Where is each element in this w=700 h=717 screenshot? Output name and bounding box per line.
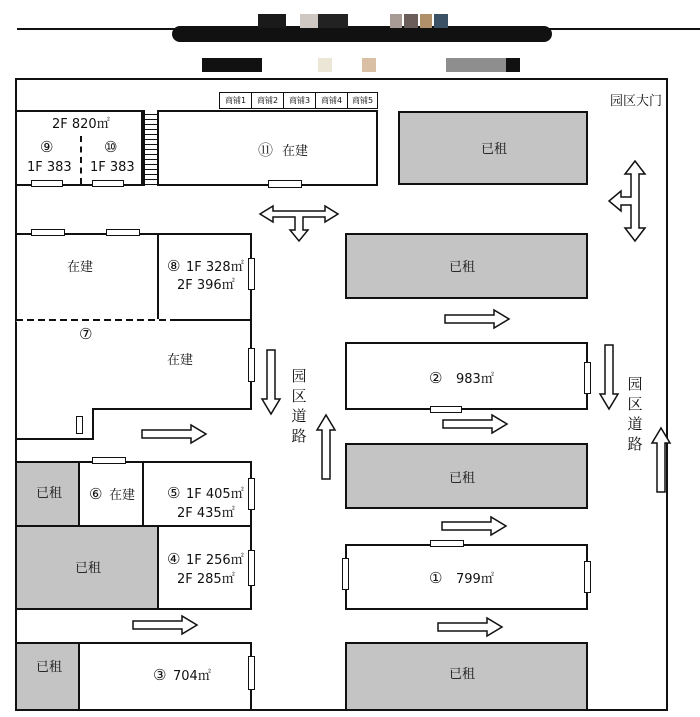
door-2-bottom [430,406,462,413]
unit-1-number: ① [429,569,443,587]
arrow-right-4 [437,617,503,637]
door-9 [31,180,63,187]
arrow-down-center [261,349,281,415]
redacted-pixels-7 [434,14,448,28]
shop-2: 商铺2 [251,92,284,109]
unit-5-area-1f: 1F 405㎡ [186,487,244,502]
door-10 [92,180,124,187]
redacted-pixels-9 [318,58,332,72]
door-4 [248,550,255,586]
arrow-right-2 [442,414,508,434]
divider-9-10 [80,136,82,184]
redacted-pixels-11 [446,58,506,72]
door-3 [248,656,255,690]
unit-10-number: ⑩ [104,138,118,156]
unit-4-area-1f: 1F 256㎡ [186,553,244,568]
arrow-right-3 [441,516,507,536]
unit-1-area: 799㎡ [456,572,494,587]
door-1-top [430,540,464,547]
rented-label-right-1: 已租 [449,260,476,275]
door-8 [248,258,255,290]
rented-label-left-3: 已租 [36,660,63,675]
road-label-right [626,374,644,454]
unit-4-number: ④ [167,550,181,568]
arrow-right-6 [132,615,198,635]
redacted-pixels-6 [420,14,432,28]
shop-5: 商铺5 [347,92,378,109]
road-char-4: 路 [291,427,307,445]
arrow-gate-udl [608,160,648,242]
building-7 [15,319,252,440]
road-char-2: 区 [291,387,307,405]
road-char-r3: 道 [627,415,643,433]
unit-7-status: 在建 [167,353,194,368]
unit-6-number: ⑥ [89,485,103,503]
door-11 [268,180,302,188]
unit-8-left-status: 在建 [67,260,94,275]
unit-4-area-2f: 2F 285㎡ [177,572,235,587]
arrow-right-1 [444,309,510,329]
unit-8-area-2f: 2F 396㎡ [177,278,235,293]
door-7-bottom [76,416,83,434]
road-label-center [290,366,308,446]
redacted-pixels-5 [404,14,418,28]
redacted-pixels-12 [506,58,520,72]
door-6 [92,457,126,464]
unit-6-status: 在建 [109,488,136,503]
rented-label-left-1: 已租 [36,486,63,501]
rented-block-left-3 [15,642,80,711]
redacted-pixels-2 [300,14,318,28]
redacted-pixels-4 [390,14,402,28]
unit-5-number: ⑤ [167,484,181,502]
door-7-right [248,348,255,382]
arrow-tjunction-lr-down [259,203,339,243]
door-1-right [584,561,591,593]
arrow-up-center [316,414,336,480]
shop-4: 商铺4 [315,92,348,109]
unit-9-10-2f-area: 2F 820㎡ [52,117,110,132]
building-8 [157,233,252,321]
unit-10-area: 1F 383 [90,160,135,175]
unit-7-number: ⑦ [79,325,93,343]
unit-5-area-2f: 2F 435㎡ [177,506,235,521]
door-5 [248,478,255,510]
road-char-3: 道 [291,407,307,425]
road-char-1: 园 [291,367,307,385]
unit-3-number: ③ [153,666,167,684]
shop-3: 商铺3 [283,92,316,109]
door-2-right [584,362,591,394]
unit-9-number: ⑨ [40,138,54,156]
unit-11-number: ⑪ [258,141,274,159]
unit-11-status: 在建 [282,144,309,159]
rented-label-left-2: 已租 [75,561,102,576]
arrow-right-5 [141,424,207,444]
rented-label-right-3: 已租 [449,667,476,682]
road-char-r2: 区 [627,395,643,413]
arrow-down-right [599,344,619,410]
unit-8-area-1f: 1F 328㎡ [186,260,244,275]
redacted-pixels-8 [202,58,262,72]
shop-1: 商铺1 [219,92,252,109]
unit-3-area: 704㎡ [173,669,211,684]
unit-2-number: ② [429,369,443,387]
arrow-up-right [651,427,671,493]
road-char-r4: 路 [627,435,643,453]
redacted-pixels-1 [258,14,286,28]
redacted-title-blot [172,26,552,42]
park-gate-label: 园区大门 [610,94,663,109]
redacted-pixels-3 [318,14,348,28]
road-char-r1: 园 [627,375,643,393]
unit-9-area: 1F 383 [27,160,72,175]
rented-label-top: 已租 [481,142,508,157]
unit-8-number: ⑧ [167,257,181,275]
door-1-left [342,558,349,590]
building-8-left [15,233,159,321]
door-8-left-b [106,229,140,236]
rented-label-right-2: 已租 [449,471,476,486]
redacted-pixels-10 [362,58,376,72]
unit-2-area: 983㎡ [456,372,494,387]
door-8-left-a [31,229,65,236]
